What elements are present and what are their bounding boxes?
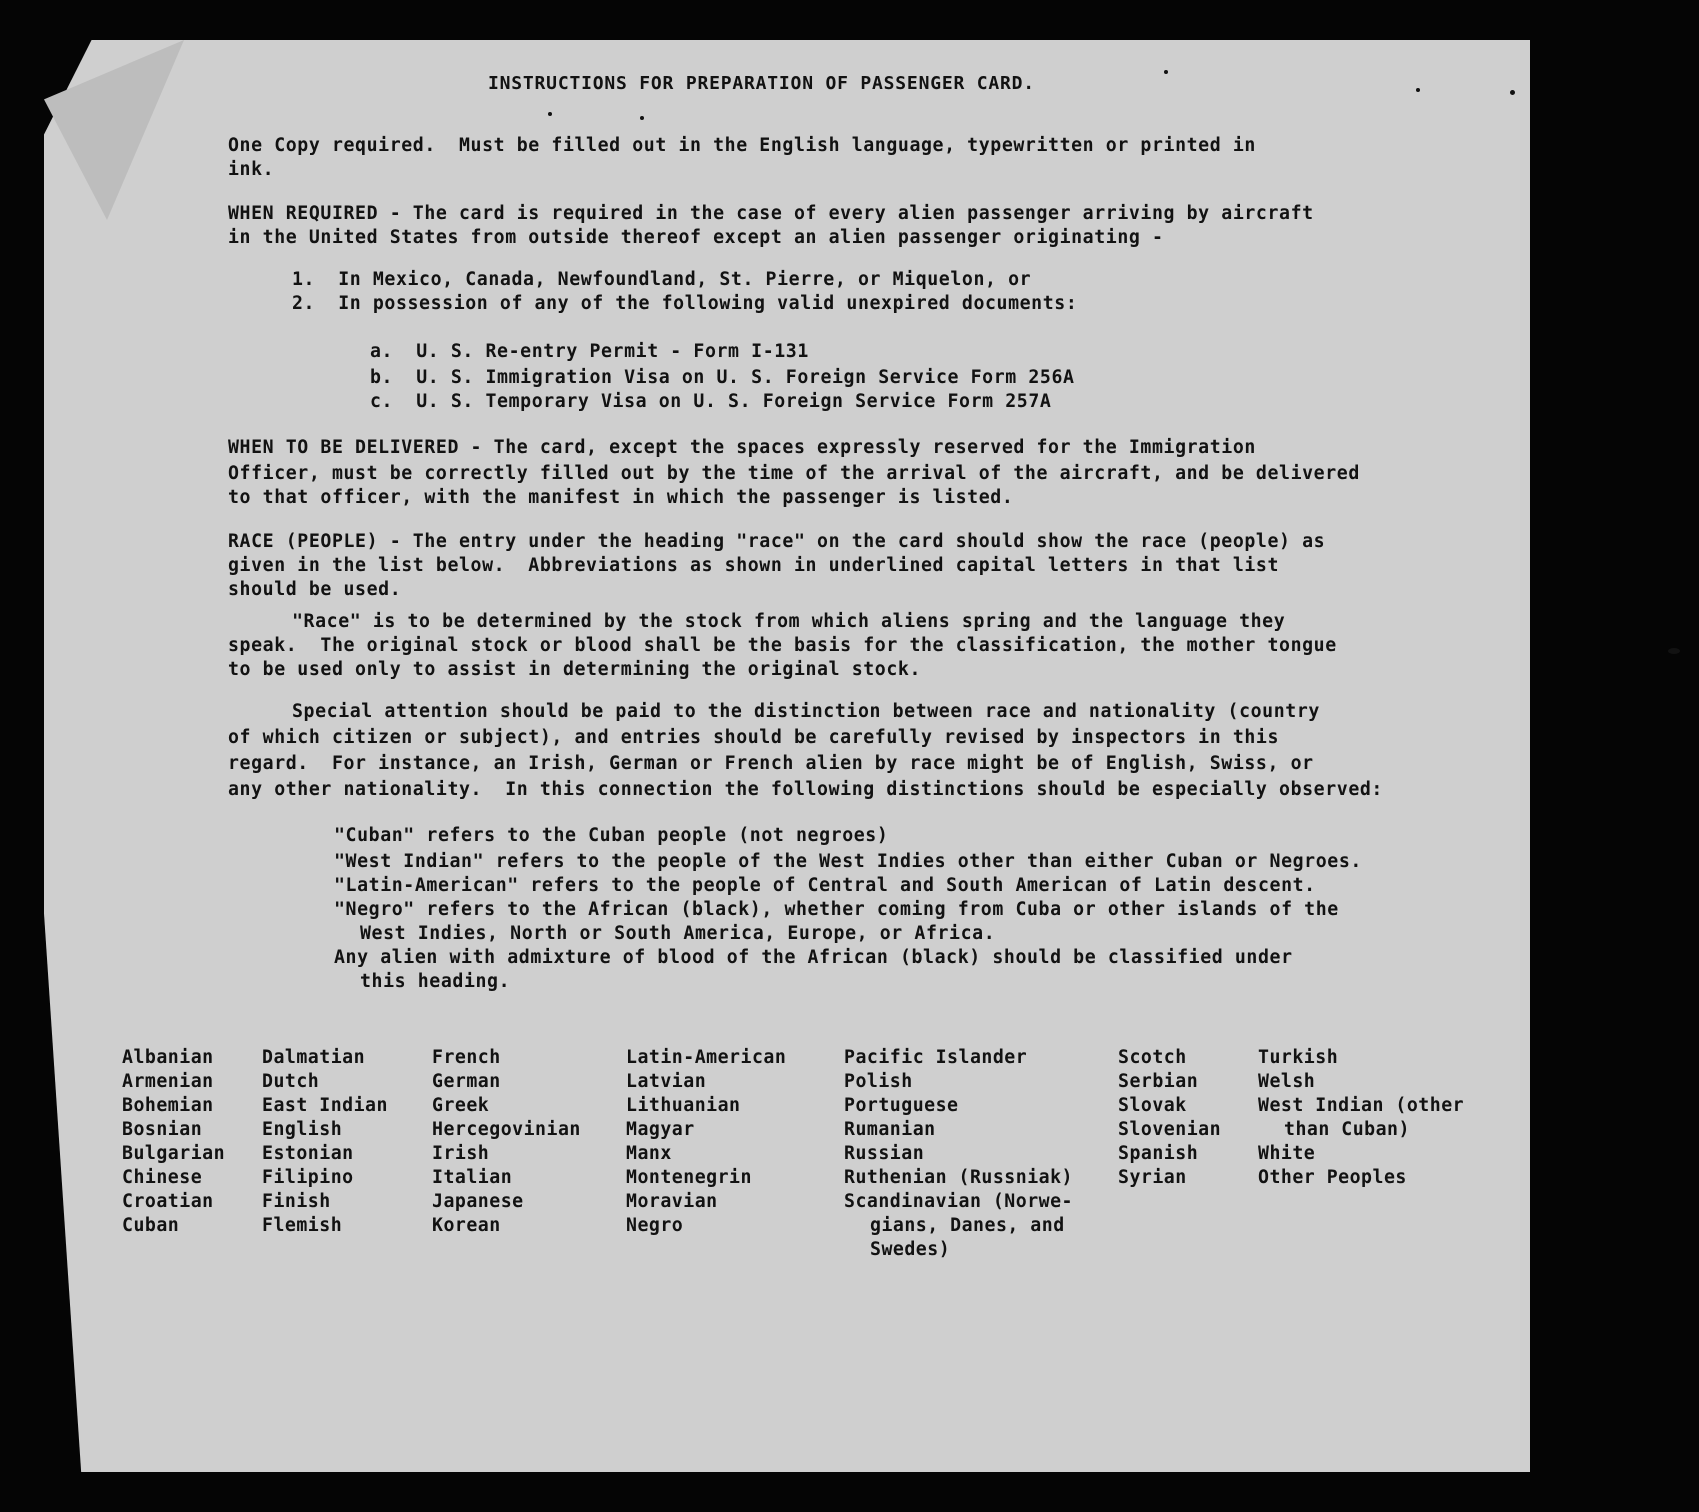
race-item: Negro [626,1215,684,1236]
race-item: Japanese [432,1191,524,1212]
distinction-admixture-cont: this heading. [360,971,511,992]
stock-line-2: speak. The original stock or blood shall be the basis for the classification, the mother tongue [228,635,1337,656]
speck-mark [1164,70,1168,74]
distinction-negro: "Negro" refers to the African (black), whether coming from Cuba or other islands of the [334,899,1339,920]
race-item: gians, Danes, and [870,1215,1065,1236]
distinction-negro-cont: West Indies, North or South America, Europe, or Africa. [360,923,996,944]
copy-line-1: One Copy required. Must be filled out in the English language, typewritten or printed in [228,135,1256,156]
distinction-admixture: Any alien with admixture of blood of the African (black) should be classified under [334,947,1293,968]
race-item: Lithuanian [626,1095,741,1116]
delivered-line-1: WHEN TO BE DELIVERED - The card, except the spaces expressly reserved for the Immigration [228,437,1256,458]
race-item: Hercegovinian [432,1119,581,1140]
race-item: German [432,1071,501,1092]
race-item: Other Peoples [1258,1167,1407,1188]
race-list-column-5 [844,1046,1073,1262]
distinction-west-indian: "West Indian" refers to the people of the West Indies other than either Cuban or Negroes. [334,851,1362,872]
race-item: Moravian [626,1191,718,1212]
race-item: Armenian [122,1071,214,1092]
race-item: Slovak [1118,1095,1187,1116]
race-item: Magyar [626,1119,695,1140]
race-list-column-1 [122,1046,225,1238]
special-line-2: of which citizen or subject), and entries should be carefully revised by inspectors in this [228,727,1280,748]
race-list-column-2 [262,1046,388,1238]
speck-mark [1510,90,1515,95]
delivered-line-2: Officer, must be correctly filled out by the time of the arrival of the aircraft, and be delivered [228,463,1360,484]
race-item: Dalmatian [262,1047,366,1068]
race-item: East Indian [262,1095,388,1116]
race-item: Turkish [1258,1047,1339,1068]
copy-line-2: ink. [228,159,275,180]
race-list-column-4 [626,1046,786,1238]
race-item: Latin-American [626,1047,787,1068]
speck-mark [640,116,644,120]
document-a: a. U. S. Re-entry Permit - Form I-131 [370,341,809,362]
race-item: Slovenian [1118,1119,1222,1140]
race-item: Russian [844,1143,925,1164]
race-item: Estonian [262,1143,354,1164]
special-line-3: regard. For instance, an Irish, German or French alien by race might be of English, Swiss, or [228,753,1314,774]
race-item: Montenegrin [626,1167,752,1188]
stock-line-3: to be used only to assist in determining the original stock. [228,659,921,680]
race-item: Welsh [1258,1071,1316,1092]
distinction-latin-american: "Latin-American" refers to the people of Central and South American of Latin descent. [334,875,1316,896]
race-item: Scotch [1118,1047,1187,1068]
race-item: English [262,1119,343,1140]
race-item: Portuguese [844,1095,959,1116]
distinction-cuban: "Cuban" refers to the Cuban people (not negroes) [334,825,889,846]
race-item: Italian [432,1167,513,1188]
speck-mark [1416,88,1420,92]
race-item: Flemish [262,1215,343,1236]
special-line-1: Special attention should be paid to the distinction between race and nationality (country [292,701,1320,722]
special-line-4: any other nationality. In this connection the following distinctions should be especially observed: [228,779,1383,800]
race-item: Latvian [626,1071,707,1092]
race-list-column-3 [432,1046,581,1238]
race-item: than Cuban) [1284,1119,1410,1140]
race-item: Syrian [1118,1167,1187,1188]
stock-line-1: "Race" is to be determined by the stock from which aliens spring and the language they [292,611,1286,632]
race-line-1: RACE (PEOPLE) - The entry under the heading "race" on the card should show the race (people) as [228,531,1326,552]
race-item: Bulgarian [122,1143,226,1164]
delivered-line-3: to that officer, with the manifest in which the passenger is listed. [228,487,1014,508]
race-item: Pacific Islander [844,1047,1028,1068]
required-item-1: 1. In Mexico, Canada, Newfoundland, St. Pierre, or Miquelon, or [292,269,1032,290]
race-item: Manx [626,1143,672,1164]
race-item: Filipino [262,1167,354,1188]
race-item: Spanish [1118,1143,1199,1164]
race-item: Polish [844,1071,913,1092]
race-line-3: should be used. [228,579,402,600]
race-item: Rumanian [844,1119,936,1140]
required-line-2: in the United States from outside thereof except an alien passenger originating - [228,227,1164,248]
race-item: Serbian [1118,1071,1199,1092]
race-item: Korean [432,1215,501,1236]
race-list-column-6 [1118,1046,1221,1190]
race-item: Croatian [122,1191,214,1212]
race-item: White [1258,1143,1316,1164]
race-item: Bohemian [122,1095,214,1116]
document-c: c. U. S. Temporary Visa on U. S. Foreign Service Form 257A [370,391,1052,412]
race-item: Irish [432,1143,490,1164]
race-item: Cuban [122,1215,180,1236]
required-line-1: WHEN REQUIRED - The card is required in the case of every alien passenger arriving by aircraft [228,203,1314,224]
required-item-2: 2. In possession of any of the following valid unexpired documents: [292,293,1078,314]
race-item: Scandinavian (Norwe- [844,1191,1073,1212]
speck-mark [548,112,552,116]
speck-mark [1668,648,1680,654]
race-line-2: given in the list below. Abbreviations as shown in underlined capital letters in that list [228,555,1280,576]
race-item: Greek [432,1095,490,1116]
race-item: Albanian [122,1047,214,1068]
document-b: b. U. S. Immigration Visa on U. S. Foreign Service Form 256A [370,367,1075,388]
race-item: Chinese [122,1167,203,1188]
race-item: French [432,1047,501,1068]
race-list-column-7 [1258,1046,1464,1190]
race-item: West Indian (other [1258,1095,1465,1116]
race-item: Dutch [262,1071,320,1092]
race-item: Ruthenian (Russniak) [844,1167,1073,1188]
race-item: Swedes) [870,1239,951,1260]
document-title: INSTRUCTIONS FOR PREPARATION OF PASSENGER CARD. [488,73,1035,94]
race-item: Bosnian [122,1119,203,1140]
race-item: Finish [262,1191,331,1212]
